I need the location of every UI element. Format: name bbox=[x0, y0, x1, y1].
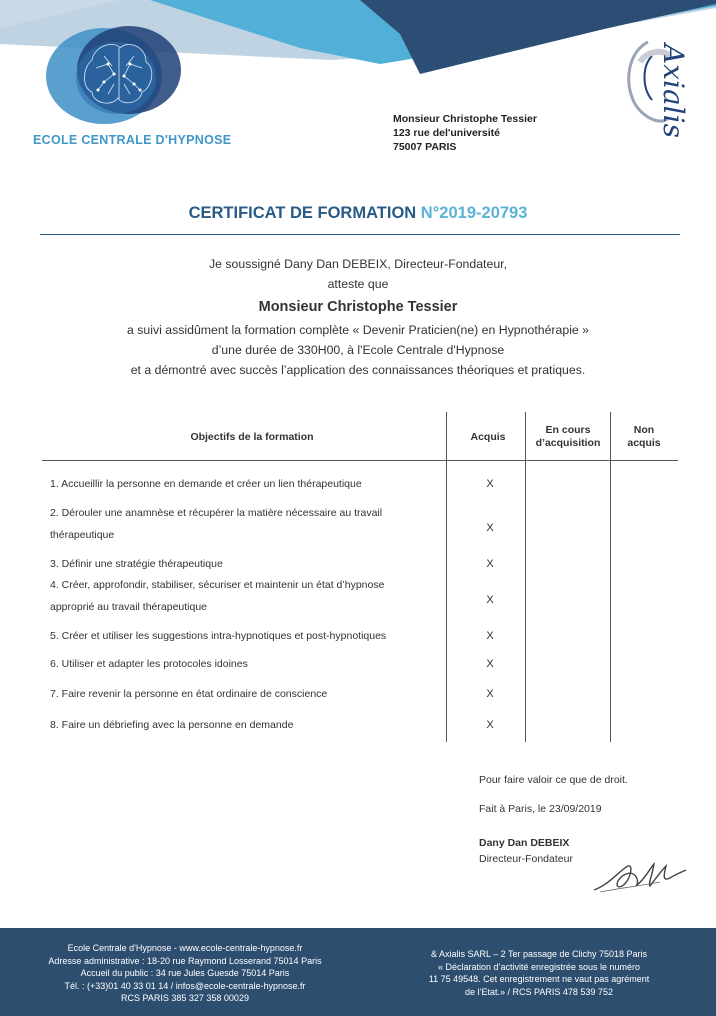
column-divider-in-progress bbox=[525, 412, 526, 742]
footer-left-line-5: RCS PARIS 385 327 358 00029 bbox=[121, 993, 249, 1003]
intro-line-5: et a démontré avec succès l’application des connaissances théoriques et pratiques. bbox=[130, 363, 586, 377]
objective-6-acquired-mark: X bbox=[486, 658, 494, 670]
header-in-progress-line1: En cours bbox=[545, 424, 591, 436]
objective-3: 3. Définir une stratégie thérapeutique bbox=[50, 558, 223, 570]
place-and-date: Fait à Paris, le 23/09/2019 bbox=[479, 803, 602, 815]
header-underline bbox=[42, 460, 678, 461]
footer-right-line-3: 11 75 49548. Cet enregistrement ne vaut pas agrément bbox=[428, 974, 650, 984]
objectives-table bbox=[42, 412, 678, 742]
certificate-number: N°2019-20793 bbox=[420, 204, 528, 222]
school-logo-text: ECOLE CENTRALE D'HYPNOSE bbox=[33, 133, 232, 147]
recipient-name: Monsieur Christophe Tessier bbox=[393, 113, 537, 125]
handwritten-signature bbox=[590, 852, 690, 897]
objective-5-acquired-mark: X bbox=[486, 630, 494, 642]
signer-title: Directeur-Fondateur bbox=[479, 853, 573, 865]
objective-8: 8. Faire un débriefing avec la personne en demande bbox=[50, 719, 294, 731]
column-divider-acquired-body bbox=[446, 460, 447, 742]
objective-4-line2: approprié au travail thérapeutique bbox=[50, 601, 208, 613]
footer-right-line-4: de l’Etat.» / RCS PARIS 478 539 752 bbox=[465, 986, 613, 997]
header-not-acquired-line2: acquis bbox=[627, 437, 661, 449]
objective-8-acquired-mark: X bbox=[486, 719, 494, 731]
header-not-acquired-line1: Non bbox=[633, 424, 655, 436]
intro-line-1: Je soussigné Dany Dan DEBEIX, Directeur-Fondateur, bbox=[208, 257, 507, 271]
column-divider-acquired bbox=[446, 412, 447, 460]
objective-1: 1. Accueillir la personne en demande et créer un lien thérapeutique bbox=[50, 478, 362, 490]
footer-left-line-1: Ecole Centrale d'Hypnose - www.ecole-centrale-hypnose.fr bbox=[67, 943, 303, 953]
recipient-address bbox=[393, 112, 537, 154]
objective-6: 6. Utiliser et adapter les protocoles idoines bbox=[50, 658, 248, 670]
header-objectives: Objectifs de la formation bbox=[190, 431, 314, 443]
objective-5: 5. Créer et utiliser les suggestions intra-hypnotiques et post-hypnotiques bbox=[50, 630, 387, 642]
objective-2-line2: thérapeutique bbox=[50, 529, 115, 541]
footer-right-line-1: & Axialis SARL – 2 Ter passage de Clichy 75018 Paris bbox=[430, 949, 648, 959]
trainee-name: Monsieur Christophe Tessier bbox=[258, 299, 458, 315]
intro-line-4: d’une durée de 330H00, à l'Ecole Centrale d'Hypnose bbox=[211, 343, 505, 357]
objective-1-acquired-mark: X bbox=[486, 478, 494, 490]
objective-7-acquired-mark: X bbox=[486, 688, 494, 700]
attestation-text bbox=[0, 254, 716, 380]
objective-2-line1: 2. Dérouler une anamnèse et récupérer la matière nécessaire au travail bbox=[50, 507, 383, 519]
objective-7: 7. Faire revenir la personne en état ordinaire de conscience bbox=[50, 688, 328, 700]
footer-school-info bbox=[0, 942, 370, 1005]
brain-icon bbox=[24, 18, 204, 133]
objective-3-acquired-mark: X bbox=[486, 558, 494, 570]
objective-4-acquired-mark: X bbox=[486, 594, 494, 606]
axialis-logo-text: Axialis bbox=[657, 44, 690, 138]
header-acquired: Acquis bbox=[470, 431, 506, 443]
footer-left-line-2: Adresse administrative : 18-20 rue Raymond Losserand 75014 Paris bbox=[48, 955, 322, 966]
header-in-progress bbox=[526, 424, 610, 450]
header-not-acquired bbox=[610, 424, 678, 450]
closing-statement: Pour faire valoir ce que de droit. bbox=[479, 774, 628, 786]
intro-line-2: atteste que bbox=[327, 277, 389, 291]
intro-line-3: a suivi assidûment la formation complète « Devenir Praticien(ne) en Hypnothérapie » bbox=[126, 323, 590, 337]
footer-left-line-4: Tél. : (+33)01 40 33 01 14 / infos@ecole-centrale-hypnose.fr bbox=[64, 980, 306, 991]
objective-2-acquired-mark: X bbox=[486, 522, 494, 534]
signature-drawing bbox=[590, 852, 690, 897]
header-in-progress-line2: d’acquisition bbox=[535, 437, 601, 449]
footer-right-line-2: « Déclaration d’activité enregistrée sous le numéro bbox=[437, 961, 641, 972]
title-divider bbox=[40, 234, 680, 235]
objective-2 bbox=[50, 502, 440, 546]
column-divider-not-acquired bbox=[610, 412, 611, 742]
footer-left-line-3: Accueil du public : 34 rue Jules Guesde 75014 Paris bbox=[80, 968, 290, 978]
footer bbox=[0, 928, 716, 1016]
recipient-street: 123 rue del'université bbox=[393, 127, 500, 139]
objective-4 bbox=[50, 574, 440, 618]
recipient-city: 75007 PARIS bbox=[393, 141, 457, 153]
certificate-title-text: CERTIFICAT DE FORMATION bbox=[188, 204, 417, 222]
signer-name: Dany Dan DEBEIX bbox=[479, 837, 570, 849]
objective-4-line1: 4. Créer, approfondir, stabiliser, sécuriser et maintenir un état d’hypnose bbox=[50, 579, 385, 591]
footer-partner-info bbox=[394, 948, 684, 998]
certificate-title bbox=[0, 204, 716, 223]
